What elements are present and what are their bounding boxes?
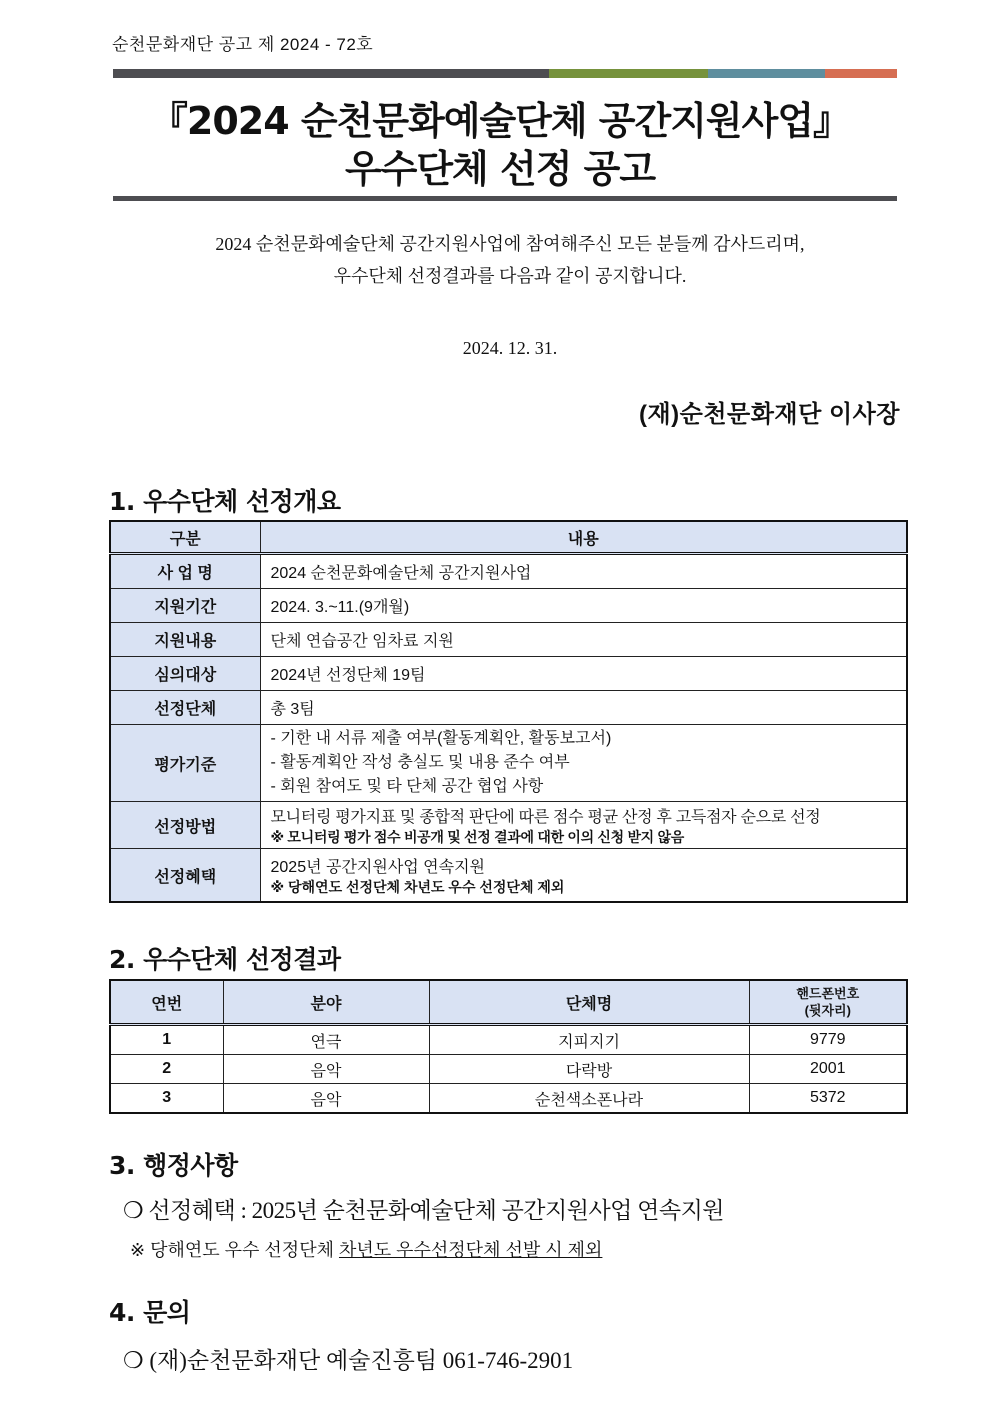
criteria-list bbox=[260, 725, 907, 802]
criteria-item: - 회원 참여도 및 타 단체 공간 협업 사항 bbox=[270, 778, 544, 795]
cell-phone: 2001 bbox=[749, 1055, 907, 1084]
table-row bbox=[110, 589, 907, 623]
overview-table bbox=[109, 520, 908, 903]
notice-number: 순천문화재단 공고 제 2024 - 72호 bbox=[112, 35, 374, 54]
section-2-heading: 2. 우수단체 선정결과 bbox=[109, 945, 341, 974]
row-value: 단체 연습공간 임차료 지원 bbox=[260, 623, 907, 657]
row-label: 선정방법 bbox=[110, 802, 260, 849]
color-bar-segment-3 bbox=[708, 69, 825, 78]
admin-subitem-underlined: 차년도 우수선정단체 선발 시 제외 bbox=[338, 1240, 603, 1260]
col-header-field: 분야 bbox=[223, 980, 429, 1025]
col-header-phone-line-1: 핸드폰번호 bbox=[796, 986, 860, 1001]
title-underline bbox=[113, 196, 897, 201]
benefit-value: 2025년 공간지원사업 연속지원 bbox=[270, 858, 486, 876]
col-header-label: 구분 bbox=[110, 521, 260, 554]
section-1-heading: 1. 우수단체 선정개요 bbox=[109, 487, 341, 516]
row-label: 지원내용 bbox=[110, 623, 260, 657]
col-header-name: 단체명 bbox=[429, 980, 749, 1025]
table-row bbox=[110, 691, 907, 725]
contact-item: ❍ (재)순천문화재단 예술진흥팀 061-746-2901 bbox=[123, 1348, 574, 1373]
table-row bbox=[110, 1084, 907, 1114]
table-row bbox=[110, 1055, 907, 1084]
cell-name: 순천색소폰나라 bbox=[429, 1084, 749, 1114]
table-row-criteria bbox=[110, 725, 907, 802]
col-header-phone-line-2: (뒷자리) bbox=[804, 1003, 851, 1018]
col-header-content: 내용 bbox=[260, 521, 907, 554]
cell-phone: 9779 bbox=[749, 1025, 907, 1055]
table-row bbox=[110, 554, 907, 589]
color-bar-segment-2 bbox=[549, 69, 708, 78]
row-value: 2024. 3.~11.(9개월) bbox=[260, 589, 907, 623]
row-label: 평가기준 bbox=[110, 725, 260, 802]
page-title-line-1: 『2024 순천문화예술단체 공간지원사업』 bbox=[149, 99, 851, 143]
cell-no: 2 bbox=[110, 1055, 223, 1084]
header-color-bar bbox=[113, 69, 897, 78]
admin-item: ❍ 선정혜택 : 2025년 순천문화예술단체 공간지원사업 연속지원 bbox=[123, 1198, 725, 1223]
signer: (재)순천문화재단 이사장 bbox=[639, 401, 900, 428]
table-row-benefit bbox=[110, 849, 907, 903]
criteria-item: - 기한 내 서류 제출 여부(활동계획안, 활동보고서) bbox=[270, 730, 612, 747]
col-header-phone bbox=[749, 980, 907, 1025]
table-row-method bbox=[110, 802, 907, 849]
criteria-item: - 활동계획안 작성 충실도 및 내용 준수 여부 bbox=[270, 754, 570, 771]
color-bar-segment-1 bbox=[113, 69, 549, 78]
section-3-heading: 3. 행정사항 bbox=[109, 1151, 238, 1180]
cell-field: 음악 bbox=[223, 1084, 429, 1114]
admin-subitem bbox=[130, 1236, 602, 1262]
cell-field: 연극 bbox=[223, 1025, 429, 1055]
method-note: ※ 모니터링 평가 점수 비공개 및 선정 결과에 대한 이의 신청 받지 않음 bbox=[270, 828, 684, 845]
cell-no: 3 bbox=[110, 1084, 223, 1114]
cell-no: 1 bbox=[110, 1025, 223, 1055]
row-label: 선정단체 bbox=[110, 691, 260, 725]
row-label: 사 업 명 bbox=[110, 554, 260, 589]
intro-line-2: 우수단체 선정결과를 다음과 같이 공지합니다. bbox=[333, 266, 687, 286]
table-row bbox=[110, 1025, 907, 1055]
method-value: 모니터링 평가지표 및 종합적 판단에 따른 점수 평균 산정 후 고득점자 순으로 선정 bbox=[270, 808, 821, 826]
benefit-note: ※ 당해연도 선정단체 차년도 우수 선정단체 제외 bbox=[270, 878, 565, 895]
benefit-cell bbox=[260, 849, 907, 903]
section-4-heading: 4. 문의 bbox=[109, 1298, 191, 1327]
row-label: 지원기간 bbox=[110, 589, 260, 623]
method-cell bbox=[260, 802, 907, 849]
row-value: 2024 순천문화예술단체 공간지원사업 bbox=[260, 554, 907, 589]
col-header-no: 연번 bbox=[110, 980, 223, 1025]
cell-phone: 5372 bbox=[749, 1084, 907, 1114]
cell-name: 지피지기 bbox=[429, 1025, 749, 1055]
table-row bbox=[110, 657, 907, 691]
notice-date: 2024. 12. 31. bbox=[462, 338, 558, 358]
row-value: 총 3팀 bbox=[260, 691, 907, 725]
results-table bbox=[109, 979, 908, 1114]
intro-line-1: 2024 순천문화예술단체 공간지원사업에 참여해주신 모든 분들께 감사드리며, bbox=[215, 234, 805, 254]
color-bar-segment-4 bbox=[825, 69, 897, 78]
cell-field: 음악 bbox=[223, 1055, 429, 1084]
cell-name: 다락방 bbox=[429, 1055, 749, 1084]
row-label: 심의대상 bbox=[110, 657, 260, 691]
table-row bbox=[110, 623, 907, 657]
admin-subitem-prefix: ※ 당해연도 우수 선정단체 bbox=[130, 1240, 339, 1260]
page-title-line-2: 우수단체 선정 공고 bbox=[344, 147, 656, 191]
row-label: 선정혜택 bbox=[110, 849, 260, 903]
row-value: 2024년 선정단체 19팀 bbox=[260, 657, 907, 691]
